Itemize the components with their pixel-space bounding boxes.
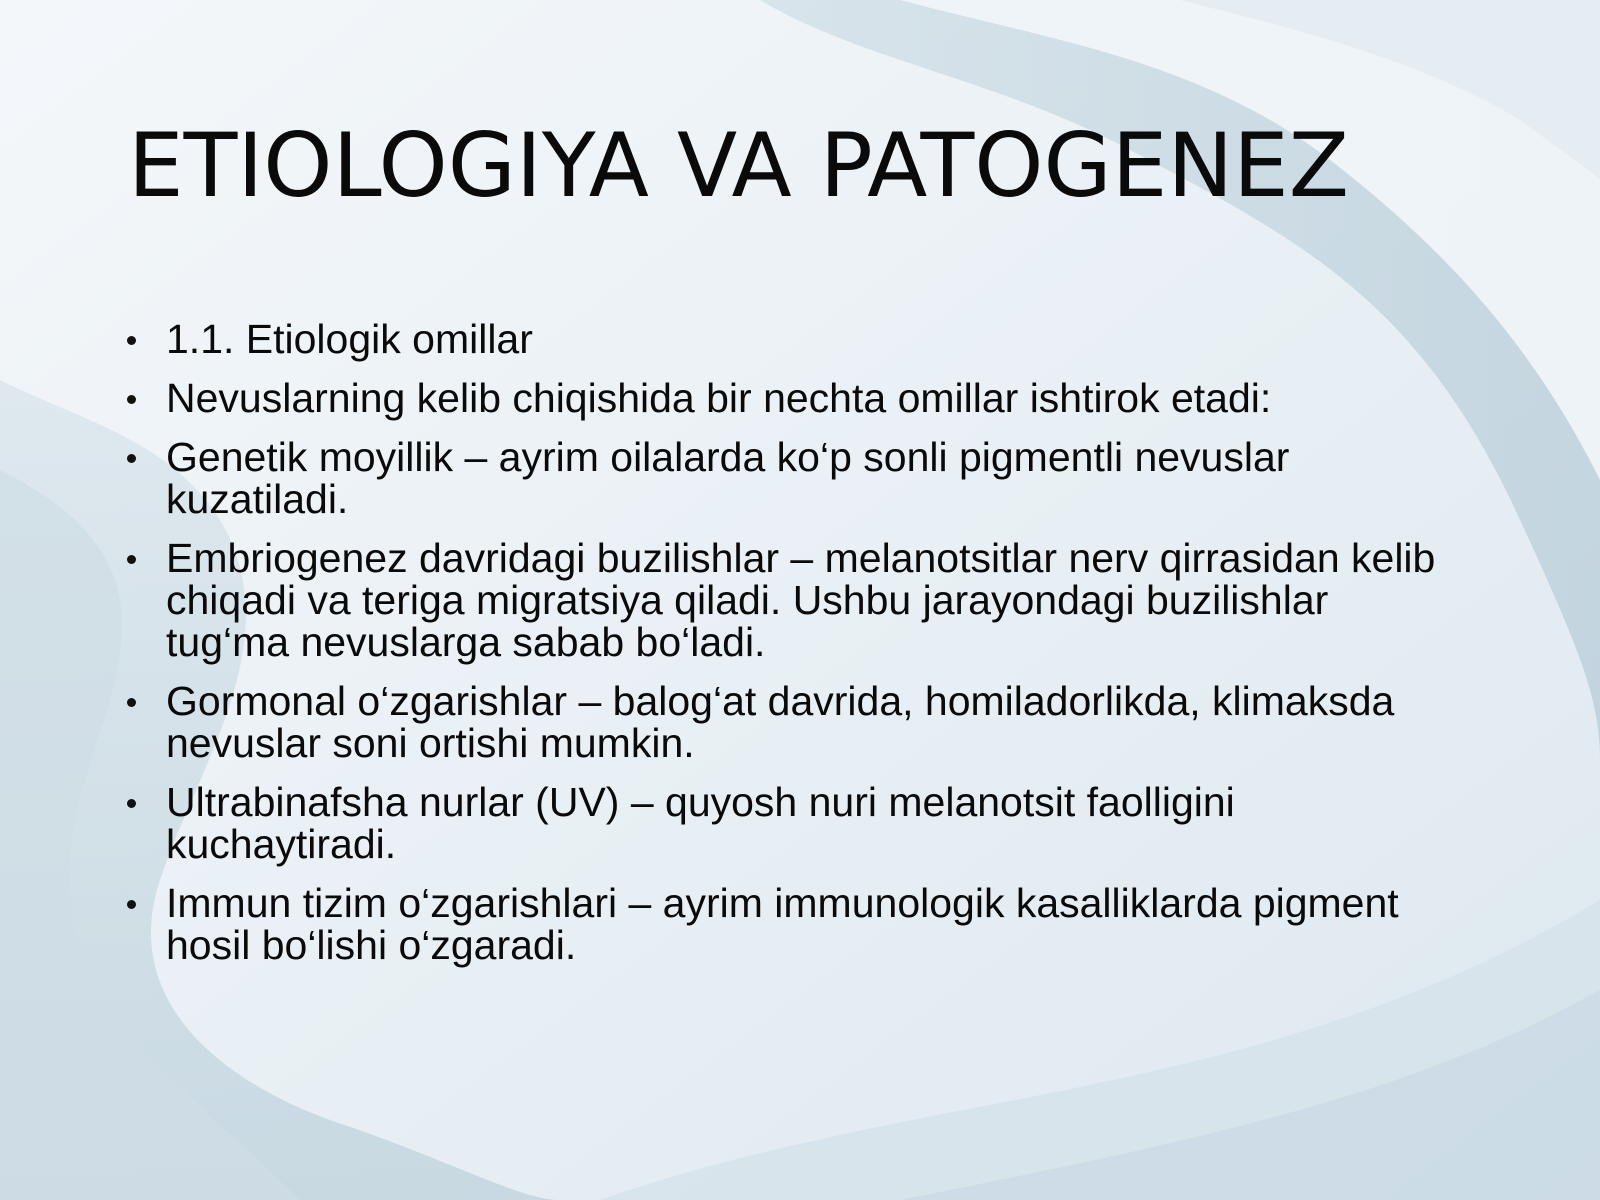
bullet-dot-icon <box>127 900 136 909</box>
bullet-text: Genetik moyillik – ayrim oilalarda ko‘p sonli pigmentli nevuslar kuzatiladi. <box>166 434 1290 522</box>
bullet-dot-icon <box>127 395 136 404</box>
list-item <box>126 882 1456 966</box>
list-item <box>126 318 1456 360</box>
bullet-text: Embriogenez davridagi buzilishlar – melanotsitlar nerv qirrasidan kelib chiqadi va teriga migratsiya qiladi. Ushbu jarayondagi buzilishlar tug‘ma nevuslarga sabab bo‘ladi. <box>166 535 1436 665</box>
list-item <box>126 377 1456 419</box>
list-item <box>126 537 1456 663</box>
bullet-dot-icon <box>127 555 136 564</box>
list-item <box>126 436 1456 520</box>
bullet-text: Gormonal o‘zgarishlar – balog‘at davrida, homiladorlikda, klimaksda nevuslar soni ortishi mumkin. <box>166 678 1395 766</box>
slide-title: ETIOLOGIYA VA PATOGENEZ <box>128 114 1350 217</box>
bullet-text: Immun tizim o‘zgarishlari – ayrim immunologik kasalliklarda pigment hosil bo‘lishi o‘zgaradi. <box>166 880 1399 968</box>
bullet-dot-icon <box>127 336 136 345</box>
list-item <box>126 680 1456 764</box>
list-item <box>126 781 1456 865</box>
bullet-dot-icon <box>127 698 136 707</box>
bullet-list <box>126 318 1456 983</box>
bullet-text: Nevuslarning kelib chiqishida bir nechta omillar ishtirok etadi: <box>166 375 1272 421</box>
bullet-text: Ultrabinafsha nurlar (UV) – quyosh nuri melanotsit faolligini kuchaytiradi. <box>166 779 1235 867</box>
bullet-text: 1.1. Etiologik omillar <box>166 316 533 362</box>
bullet-dot-icon <box>127 454 136 463</box>
bullet-dot-icon <box>127 799 136 808</box>
